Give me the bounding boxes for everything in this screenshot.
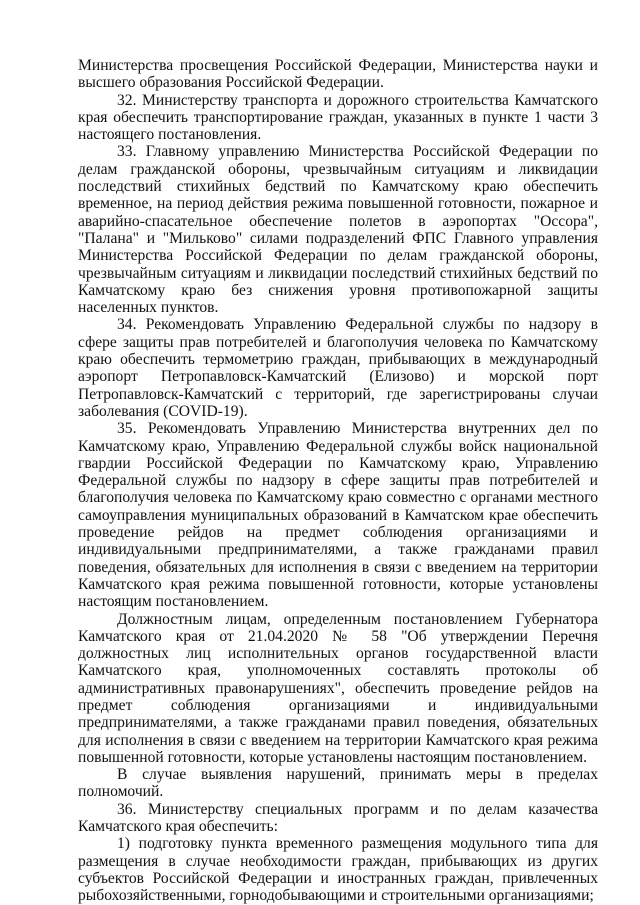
paragraph-continuation: Министерства просвещения Российской Федерации, Министерства науки и высшего образования Российской Федерации. — [78, 57, 598, 92]
paragraph-36: 36. Министерству специальных программ и по делам казачества Камчатского края обеспечить: — [78, 800, 598, 836]
paragraph-33: 33. Главному управлению Министерства Российской Федерации по делам гражданской обороны, чрезвычайным ситуациям и ликвидации последствий стихийных бедствий по Камчатскому краю обеспечить временное, на период действия режима повышенной готовности, пожарное и аварийно-спасательное обеспечение полетов в аэропортах "Оссора", "Палана" и "Мильково" силами подразделений ФПС Главного управления Министерства Российской Федерации по делам гражданской обороны, чрезвычайным ситуациям и ликвидации последствий стихийных бедствий по Камчатскому краю без снижения уровня противопожарной защиты населенных пунктов. — [78, 143, 598, 317]
paragraph-violations: В случае выявления нарушений, принимать меры в пределах полномочий. — [78, 766, 598, 801]
document-page — [78, 57, 598, 905]
paragraph-officials: Должностным лицам, определенным постановлением Губернатора Камчатского края от 21.04.2020 № 58 "Об утверждении Перечня должностных лиц исполнительных органов государственной власти Камчатского края, уполномоченных составлять протоколы об административных правонарушениях", обеспечить проведение рейдов на предмет соблюдения организациями и индивидуальными предпринимателями, а также гражданами правил поведения, обязательных для исполнения в связи с введением на территории Камчатского края режима повышенной готовности, которые установлены настоящим постановлением. — [78, 610, 598, 766]
paragraph-35: 35. Рекомендовать Управлению Министерства внутренних дел по Камчатскому краю, Управлению Федеральной службы войск национальной гвардии Российской Федерации по Камчатскому краю, Управлению Федеральной службы по надзору в сфере защиты прав потребителей и благополучия человека по Камчатскому краю совместно с органами местного самоуправления муниципальных образований в Камчатском крае обеспечить проведение рейдов на предмет соблюдения организациями и индивидуальными предпринимателями, а также гражданами правил поведения, обязательных для исполнения в связи с введением на территории Камчатского края режима повышенной готовности, которые установлены настоящим постановлением. — [78, 420, 598, 611]
paragraph-36-item-1: 1) подготовку пункта временного размещения модульного типа для размещения в случае необходимости граждан, прибывающих из других субъектов Российской Федерации и иностранных граждан, привлеченных рыбохозяйственными, горнодобывающими и строительными организациями; — [78, 835, 598, 905]
paragraph-32: 32. Министерству транспорта и дорожного строительства Камчатского края обеспечить транспортирование граждан, указанных в пункте 1 части 3 настоящего постановления. — [78, 91, 598, 144]
paragraph-34: 34. Рекомендовать Управлению Федеральной службы по надзору в сфере защиты прав потребителей и благополучия человека по Камчатскому краю обеспечить термометрию граждан, прибывающих в международный аэропорт Петропавловск-Камчатский (Елизово) и морской порт Петропавловск-Камчатский с территорий, где зарегистрированы случаи заболевания (COVID-19). — [78, 316, 598, 420]
